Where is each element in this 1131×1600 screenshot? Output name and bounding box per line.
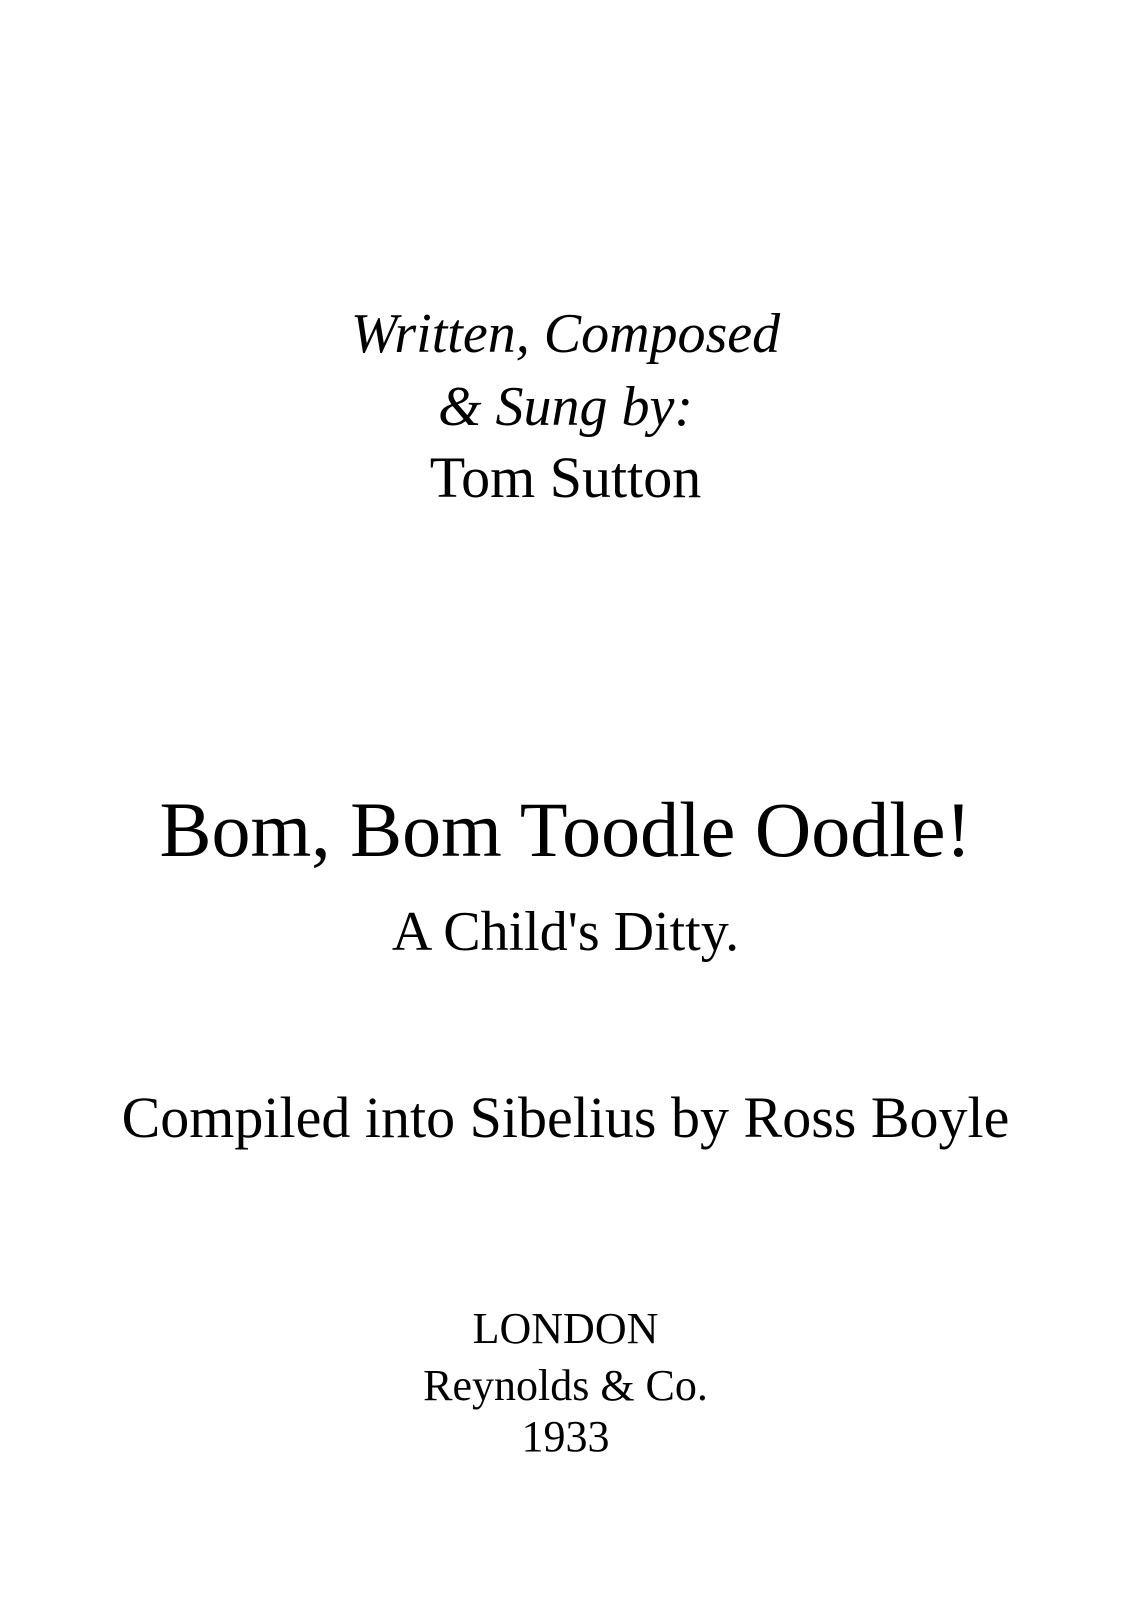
compiler-credit: Compiled into Sibelius by Ross Boyle [121, 1085, 1010, 1150]
author-name: Tom Sutton [429, 445, 702, 510]
credit-line-written-composed: Written, Composed [350, 303, 781, 365]
publisher-city: LONDON [472, 1304, 659, 1353]
song-subtitle: A Child's Ditty. [391, 901, 740, 963]
song-title: Bom, Bom Toodle Oodle! [159, 786, 972, 873]
credit-line-sung-by: & Sung by: [437, 376, 694, 438]
publication-year: 1933 [521, 1412, 610, 1461]
publisher-name: Reynolds & Co. [423, 1361, 708, 1410]
